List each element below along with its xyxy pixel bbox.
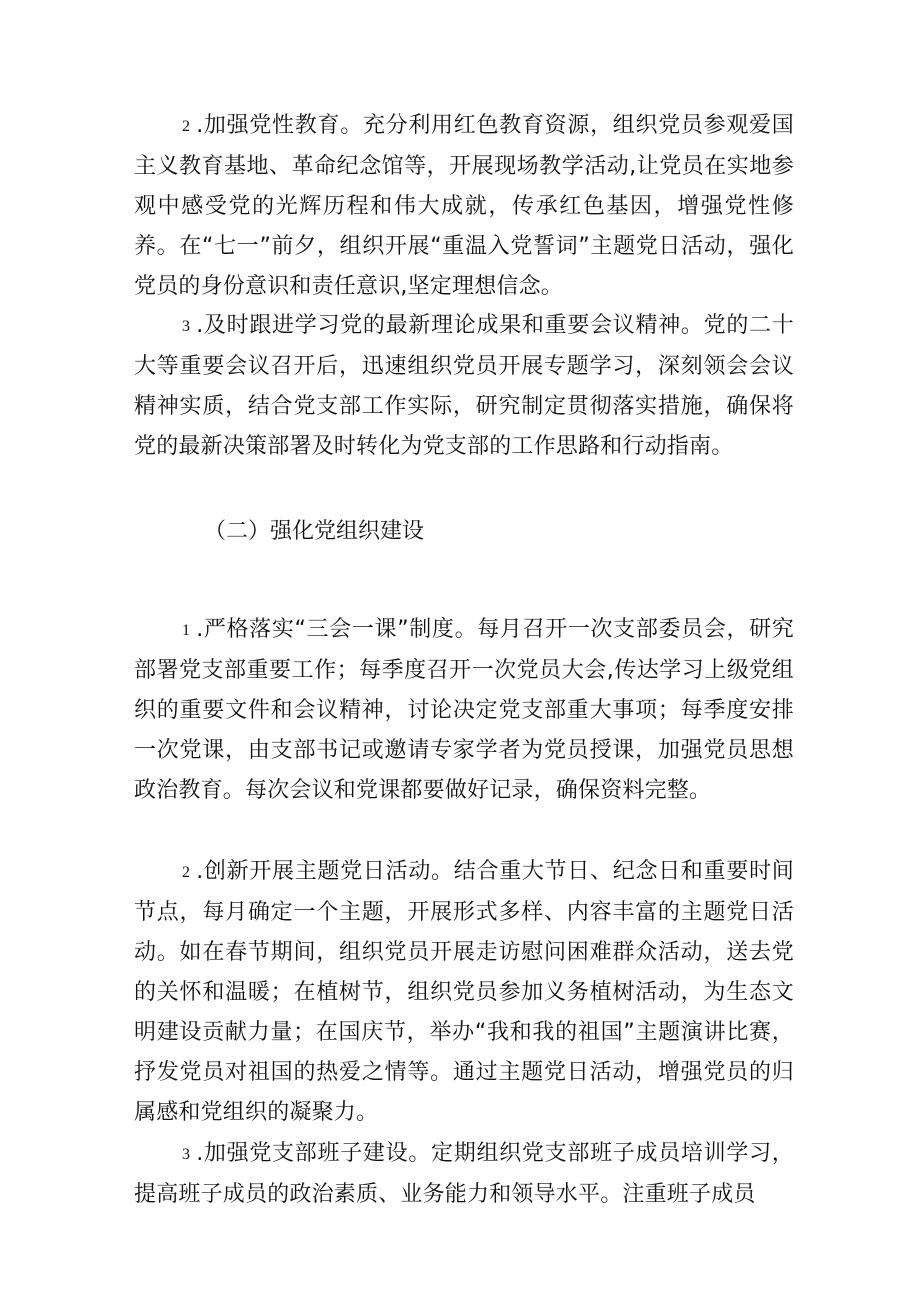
paragraph-theme-party-day (134, 852, 794, 1133)
item-number: 3 (182, 318, 191, 335)
paragraph-text: .加强党支部班子建设。定期组织党支部班子成员培训学习，提高班子成员的政治素质、业务能力和领导水平。注重班子成员 (134, 1141, 794, 1207)
paragraph-text: .严格落实“三会一课”制度。每月召开一次支部委员会，研究部署党支部重要工作；每季度召开一次党员大会,传达学习上级党组织的重要文件和会议精神，讨论决定党支部重大事项；每季度安排一次党课，由支部书记或邀请专家学者为党员授课，加强党员思想政治教育。每次会议和党课都要做好记录，确保资料完整。 (134, 617, 794, 803)
item-number: 3 (182, 1146, 191, 1163)
section-heading: （二）强化党组织建设 (204, 519, 425, 544)
item-number: 1 (182, 622, 191, 639)
paragraph-text: .创新开展主题党日活动。结合重大节日、纪念日和重要时间节点，每月确定一个主题，开展形式多样、内容丰富的主题党日活动。如在春节期间，组织党员开展走访慰问困难群众活动，送去党的关怀和温暖；在植树节，组织党员参加义务植树活动，为生态文明建设贡献力量；在国庆节，举办“我和我的祖国”主题演讲比赛，抒发党员对祖国的热爱之情等。通过主题党日活动，增强党员的归属感和党组织的凝聚力。 (134, 859, 794, 1125)
paragraph-three-meetings-one-lesson (134, 610, 794, 811)
paragraph-branch-team-building (134, 1134, 794, 1215)
item-number: 2 (182, 864, 191, 881)
paragraph-text: .加强党性教育。充分利用红色教育资源，组织党员参观爱国主义教育基地、革命纪念馆等，开展现场教学活动,让党员在实地参观中感受党的光辉历程和伟大成就，传承红色基因，增强党性修养。在“七一”前夕，组织开展“重温入党誓词”主题党日活动，强化党员的身份意识和责任意识,坚定理想信念。 (134, 113, 794, 299)
paragraph-follow-up-learning (134, 306, 794, 467)
paragraph-party-spirit-education (134, 106, 794, 307)
paragraph-text: .及时跟进学习党的最新理论成果和重要会议精神。党的二十大等重要会议召开后，迅速组织党员开展专题学习，深刻领会会议精神实质，结合党支部工作实际，研究制定贯彻落实措施，确保将党的最新决策部署及时转化为党支部的工作思路和行动指南。 (134, 313, 794, 459)
item-number: 2 (182, 118, 191, 135)
